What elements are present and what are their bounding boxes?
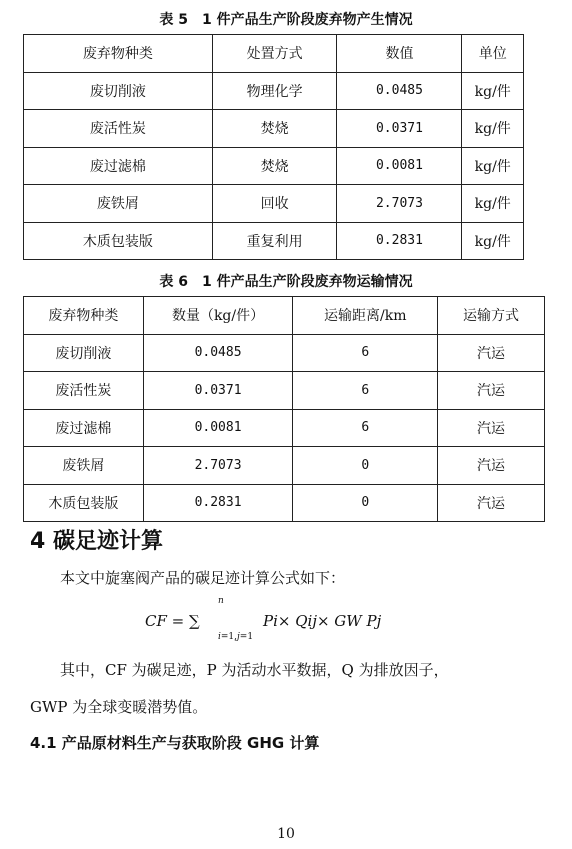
table6-cell: 木质包装版 [24,484,144,522]
table6-cell: 0.0081 [143,409,293,447]
table6-cell: 0.2831 [143,484,293,522]
table6-cell: 6 [293,409,438,447]
table6-row [24,409,545,447]
formula-lhs: 𝐶𝐹 = ∑ [145,612,200,630]
explanation-line-1: 其中，CF 为碳足迹，P 为活动水平数据，Q 为排放因子， [60,661,449,679]
table6-row [24,372,545,410]
table5-row [24,222,524,260]
table5-cell: kg/件 [462,185,524,223]
table5-header-cell: 废弃物种类 [24,35,213,73]
table5 [23,34,524,260]
table5-cell: 物理化学 [212,72,337,110]
table5-cell: 0.2831 [337,222,462,260]
table6-cell: 6 [293,372,438,410]
table5-cell: 焚烧 [212,110,337,148]
table5-header-cell: 单位 [462,35,524,73]
table6-cell: 汽运 [438,334,545,372]
table6-header-cell: 废弃物种类 [24,297,144,335]
page-number: 10 [277,826,295,842]
section-heading: 4 碳足迹计算 [30,529,163,554]
table6 [23,296,545,522]
table6-header-cell: 运输方式 [438,297,545,335]
table6-cell: 2.7073 [143,447,293,485]
table5-cell: 0.0081 [337,147,462,185]
table5-cell: 0.0485 [337,72,462,110]
table5-cell: 废活性炭 [24,110,213,148]
table5-cell: 2.7073 [337,185,462,223]
table6-header-row [24,297,545,335]
table6-header-cell: 运输距离/km [293,297,438,335]
table5-cell: kg/件 [462,222,524,260]
explanation-line-2: GWP 为全球变暖潜势值。 [30,698,208,716]
table5-cell: kg/件 [462,110,524,148]
table6-cell: 汽运 [438,409,545,447]
table5-header-cell: 处置方式 [212,35,337,73]
table6-row [24,334,545,372]
table5-caption: 表 5 1 件产品生产阶段废弃物产生情况 [159,12,413,28]
formula-rhs: 𝑃𝑖× 𝑄𝑖𝑗× 𝐺𝑊 𝑃𝑗 [263,612,382,630]
table6-cell: 0 [293,484,438,522]
table6-cell: 汽运 [438,484,545,522]
formula-upper-limit: 𝑛 [218,596,224,606]
formula-lower-limit: 𝑖=1,𝑗=1 [218,632,254,642]
table5-cell: 废过滤棉 [24,147,213,185]
table5-body [24,72,524,260]
table5-header-row [24,35,524,73]
table6-row [24,484,545,522]
table5-cell: 废切削液 [24,72,213,110]
table5-cell: 重复利用 [212,222,337,260]
table6-cell: 0.0371 [143,372,293,410]
table5-header-cell: 数值 [337,35,462,73]
table6-caption: 表 6 1 件产品生产阶段废弃物运输情况 [159,274,413,290]
subsection-heading: 4.1 产品原材料生产与获取阶段 GHG 计算 [30,734,320,752]
table6-cell: 废切削液 [24,334,144,372]
table6-cell: 汽运 [438,372,545,410]
table6-header-cell: 数量（kg/件） [143,297,293,335]
table6-body [24,334,545,522]
table6-cell: 6 [293,334,438,372]
table5-row [24,185,524,223]
table5-cell: 回收 [212,185,337,223]
table6-cell: 汽运 [438,447,545,485]
table6-cell: 0 [293,447,438,485]
table5-cell: 焚烧 [212,147,337,185]
table5-cell: 木质包装版 [24,222,213,260]
intro-paragraph: 本文中旋塞阀产品的碳足迹计算公式如下： [60,569,346,587]
table5-cell: 0.0371 [337,110,462,148]
table6-cell: 0.0485 [143,334,293,372]
table5-cell: kg/件 [462,72,524,110]
table6-cell: 废铁屑 [24,447,144,485]
table5-row [24,147,524,185]
table5-row [24,72,524,110]
table5-cell: 废铁屑 [24,185,213,223]
table6-cell: 废活性炭 [24,372,144,410]
table6-cell: 废过滤棉 [24,409,144,447]
carbon-footprint-formula [145,588,445,640]
table5-cell: kg/件 [462,147,524,185]
table6-row [24,447,545,485]
table5-row [24,110,524,148]
